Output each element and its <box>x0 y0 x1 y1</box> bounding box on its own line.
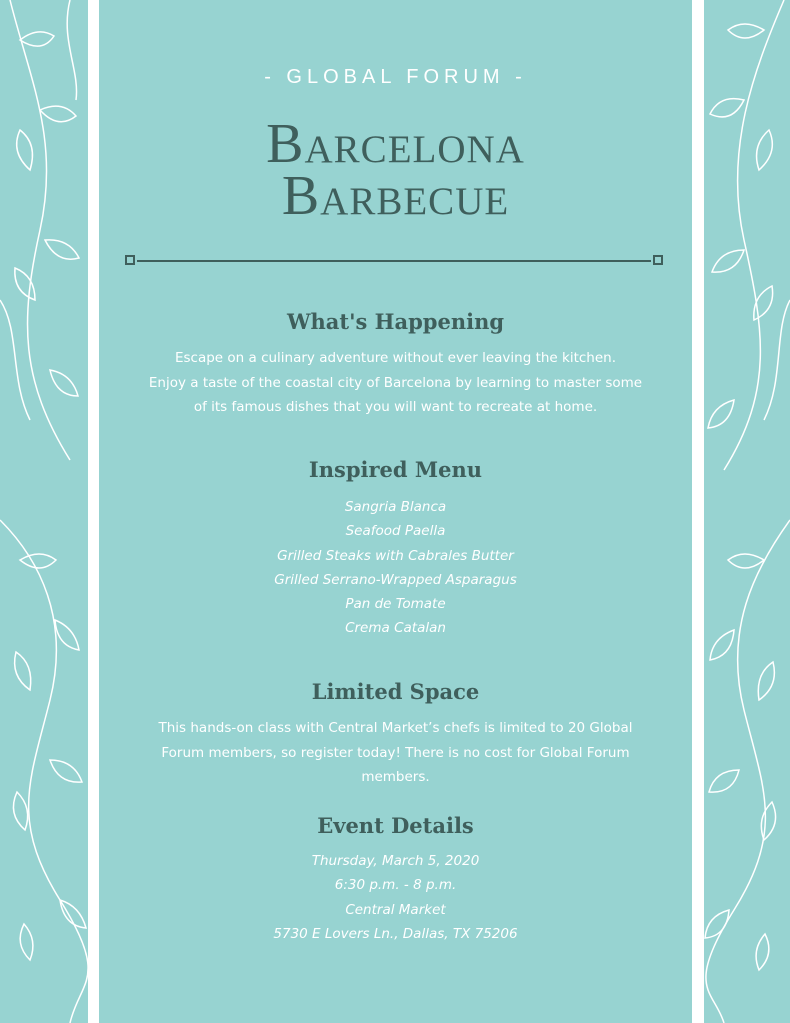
divider-square-left <box>125 255 135 265</box>
organization-label: - GLOBAL FORUM - <box>264 66 527 88</box>
limited-space-line-2: Forum members, so register today! There is no cost for Global Forum <box>161 744 630 761</box>
menu-item: Sangria Blanca <box>344 499 447 515</box>
whats-happening-text <box>113 346 678 420</box>
event-details-list <box>99 849 692 946</box>
event-title-line-1: Barcelona <box>266 113 525 175</box>
limited-space-line-3: members. <box>361 769 430 785</box>
limited-space-heading: Limited Space <box>311 679 480 704</box>
menu-item: Seafood Paella <box>345 523 446 540</box>
event-details-heading: Event Details <box>317 813 474 838</box>
event-time: 6:30 p.m. - 8 p.m. <box>334 877 457 894</box>
limited-space-line-1: This hands-on class with Central Market’s chefs is limited to 20 Global <box>158 720 633 736</box>
whats-happening-line-1: Escape on a culinary adventure without ever leaving the kitchen. <box>174 350 617 366</box>
inspired-menu-heading: Inspired Menu <box>308 457 483 482</box>
title-divider <box>125 254 663 268</box>
flyer-content <box>99 0 692 1023</box>
limited-space-text <box>113 716 678 790</box>
menu-item: Grilled Serrano-Wrapped Asparagus <box>274 571 517 588</box>
menu-item: Grilled Steaks with Cabrales Butter <box>277 547 514 564</box>
right-floral-panel <box>704 0 790 1023</box>
event-title-line-2: Barbecue <box>281 165 510 227</box>
event-title <box>99 113 692 227</box>
leaf-pattern-right <box>704 0 790 1023</box>
leaf-pattern-left <box>0 0 88 1023</box>
divider-square-right <box>653 255 663 265</box>
left-floral-panel <box>0 0 88 1023</box>
menu-item: Crema Catalan <box>345 620 446 637</box>
event-date: Thursday, March 5, 2020 <box>311 853 480 869</box>
whats-happening-line-2: Enjoy a taste of the coastal city of Barcelona by learning to master some <box>148 374 643 391</box>
event-address: 5730 E Lovers Ln., Dallas, TX 75206 <box>273 925 518 942</box>
menu-list <box>99 495 692 641</box>
whats-happening-line-3: of its famous dishes that you will want to recreate at home. <box>193 399 598 415</box>
menu-item: Pan de Tomate <box>345 596 446 613</box>
whats-happening-heading: What's Happening <box>286 309 505 334</box>
divider-line <box>137 260 651 262</box>
event-venue: Central Market <box>345 901 446 918</box>
